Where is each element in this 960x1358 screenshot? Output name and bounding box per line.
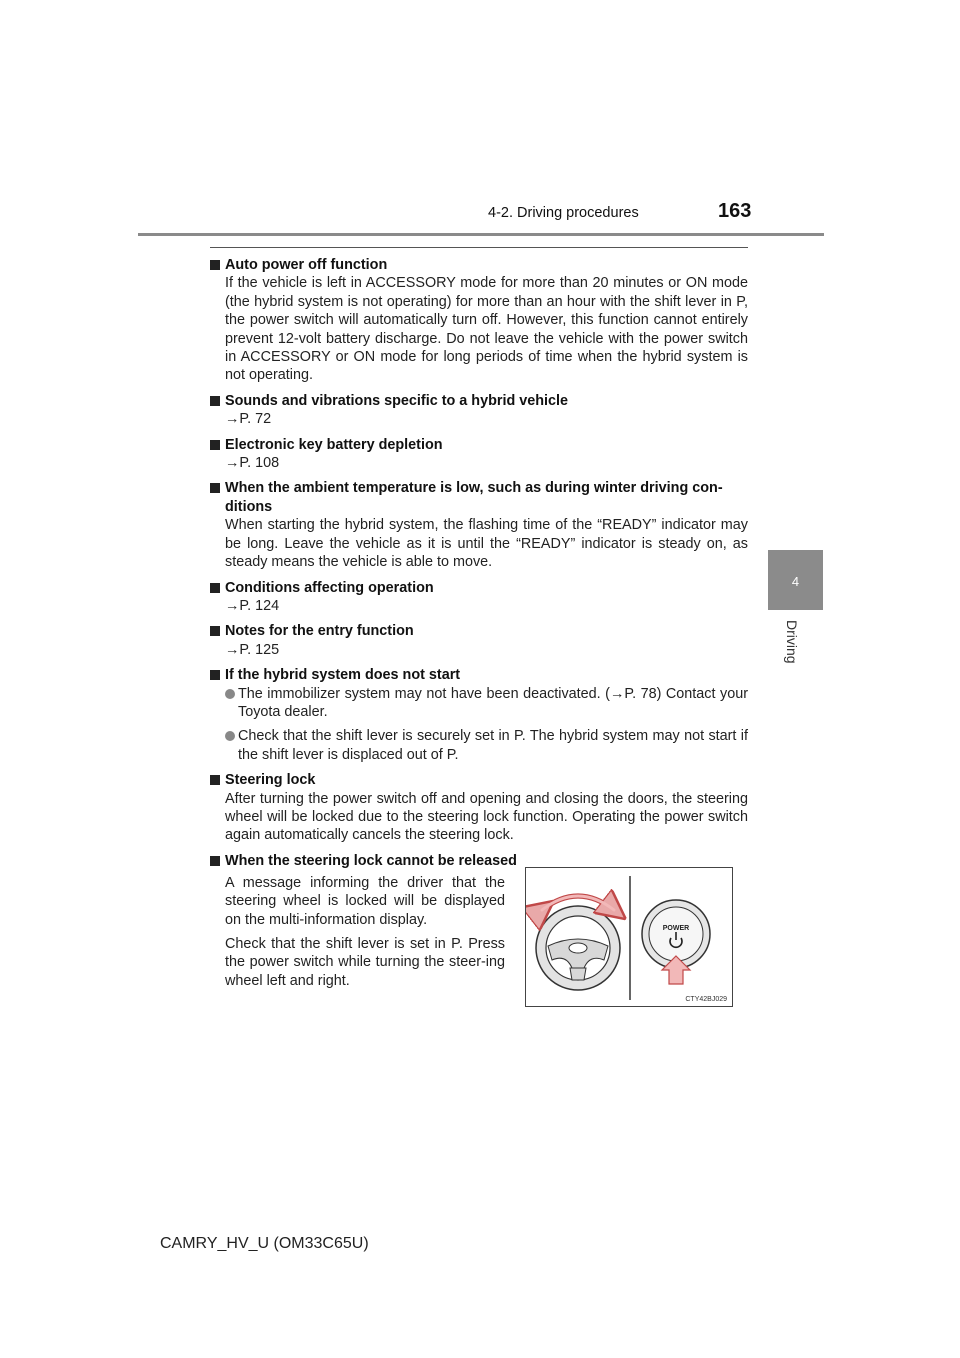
power-button-label: POWER <box>662 925 690 932</box>
section-title: Notes for the entry function <box>225 623 414 640</box>
section-title: Auto power off function <box>225 257 388 273</box>
section-entry-function <box>210 622 748 659</box>
section-hybrid-not-start <box>210 666 748 764</box>
section-sounds-vibrations <box>210 392 748 429</box>
chapter-tab-label: Driving <box>784 620 800 664</box>
square-bullet-icon <box>210 396 220 406</box>
section-title: Conditions affecting operation <box>225 579 434 596</box>
bullet-item: The immobilizer system may not have been deactivated. (→P. 78) Contact your Toyota dealer. <box>210 685 748 722</box>
page-reference: →P. 72 <box>225 411 272 428</box>
footer-model-code: CAMRY_HV_U (OM33C65U) <box>160 1235 369 1252</box>
content-rule <box>210 247 748 248</box>
chapter-tab-number: 4 <box>791 574 800 589</box>
section-body: When starting the hybrid system, the flashing time of the “READY” indicator may be long. Leave the vehicle as it is until the “READY” indicator is steady on, as steady means the vehicle is able to move. <box>225 517 748 571</box>
section-steering-lock <box>210 771 748 845</box>
steering-power-illustration <box>525 867 733 1007</box>
square-bullet-icon <box>210 670 220 680</box>
square-bullet-icon <box>210 856 220 866</box>
page-reference: →P. 108 <box>225 455 280 472</box>
square-bullet-icon <box>210 583 220 593</box>
page-reference: →P. 125 <box>225 641 280 658</box>
square-bullet-icon <box>210 260 220 270</box>
header-rule <box>138 233 824 236</box>
square-bullet-icon <box>210 440 220 450</box>
bullet-item: Check that the shift lever is securely set in P. The hybrid system may not start if the shift lever is displaced out of P. <box>210 727 748 764</box>
section-auto-power-off <box>210 256 748 385</box>
illustration-code: CTY42BJ029 <box>685 996 727 1003</box>
square-bullet-icon <box>210 626 220 636</box>
header-section-title: 4-2. Driving procedures <box>488 205 639 221</box>
section-key-battery <box>210 436 748 473</box>
section-title: When the steering lock cannot be released <box>225 852 517 869</box>
page-number: 163 <box>718 200 752 222</box>
section-title: Steering lock <box>225 772 316 789</box>
section-paragraph: A message informing the driver that the steering wheel is locked will be displayed on the multi-information display. <box>225 874 505 928</box>
section-body: If the vehicle is left in ACCESSORY mode for more than 20 minutes or ON mode (the hybrid system is not operating) for more than an hour with the shift lever in P, the power switch will automatically turn off. However, this function cannot entirely prevent 12-volt battery discharge. Do not leave the vehicle with the power switch in ACCESSORY or ON mode for long periods of time when the hybrid system is not operating. <box>225 275 748 384</box>
square-bullet-icon <box>210 775 220 785</box>
round-bullet-icon <box>225 731 235 741</box>
section-conditions-operation <box>210 579 748 616</box>
square-bullet-icon <box>210 483 220 493</box>
section-body: After turning the power switch off and opening and closing the doors, the steering wheel will be locked due to the steering lock function. Operating the power switch again automatically cancels the steering lock. <box>225 790 748 844</box>
section-title: When the ambient temperature is low, such as during winter driving con-ditions <box>225 480 723 515</box>
section-title: Sounds and vibrations specific to a hybrid vehicle <box>225 392 569 409</box>
steering-wheel-power-switch-diagram <box>526 868 732 1006</box>
page-reference: →P. 124 <box>225 597 280 614</box>
round-bullet-icon <box>225 689 235 699</box>
section-paragraph: Check that the shift lever is set in P. Press the power switch while turning the steer-ing wheel left and right. <box>225 936 505 989</box>
steering-wheel-icon <box>536 906 620 990</box>
section-low-temperature <box>210 479 748 571</box>
section-title: Electronic key battery depletion <box>225 436 443 453</box>
section-title: If the hybrid system does not start <box>225 667 461 684</box>
